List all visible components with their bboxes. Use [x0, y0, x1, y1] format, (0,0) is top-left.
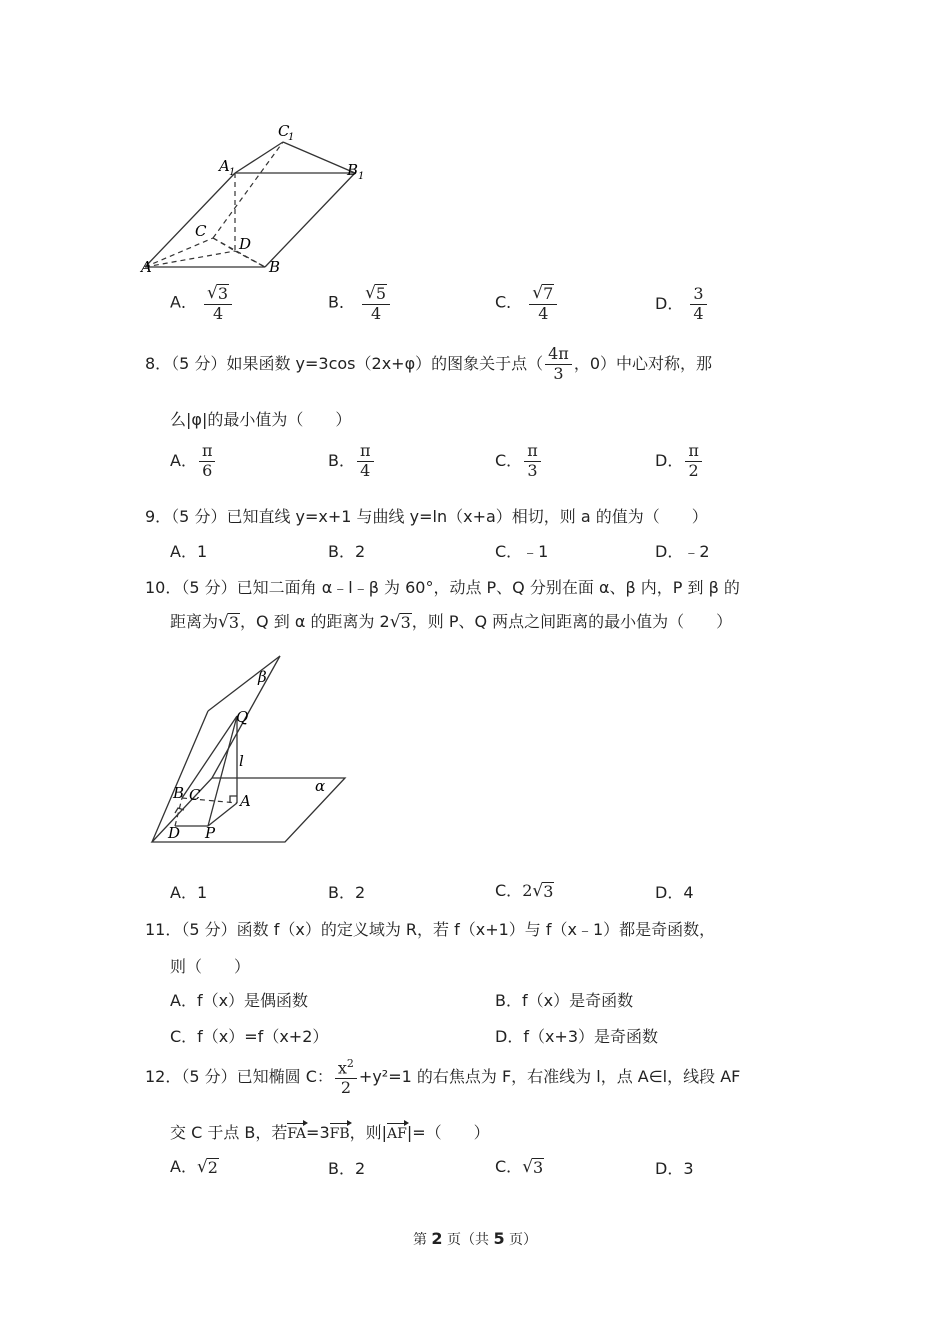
- label-b1: B: [347, 161, 359, 179]
- q9-option-b[interactable]: B．2: [328, 542, 366, 561]
- label-d: D: [168, 824, 181, 842]
- label-c1-sub: 1: [288, 132, 295, 143]
- label-c: C: [189, 786, 201, 804]
- q10-option-b[interactable]: B．2: [328, 883, 366, 902]
- q11-stem-line1: 11．（5 分）函数 f（x）的定义域为 R，若 f（x+1）与 f（x﹣1）都是奇函数，: [145, 920, 716, 939]
- q8-option-b[interactable]: B． $\frac{\pi}{4}$: [328, 443, 376, 480]
- q8-stem-line2: 么|φ|的最小值为（ ）: [170, 410, 352, 429]
- label-a: A: [240, 792, 251, 810]
- q8-option-d[interactable]: D． $\frac{\pi}{2}$: [655, 443, 704, 480]
- label-b: B: [269, 258, 281, 276]
- q8-option-a[interactable]: A． $\frac{\pi}{6}$: [170, 443, 217, 480]
- q10-option-a[interactable]: A．1: [170, 883, 208, 902]
- q10-stem-line1: 10．（5 分）已知二面角 α﹣l﹣β 为 60°，动点 P、Q 分别在面 α、β 内，P 到 β 的: [145, 578, 740, 597]
- q11-option-a[interactable]: A．f（x）是偶函数: [170, 991, 309, 1010]
- q8-option-c[interactable]: C． $\frac{\pi}{3}$: [495, 443, 543, 480]
- q10-option-c[interactable]: C．2 √ 3: [495, 881, 554, 902]
- q12-option-b[interactable]: B．2: [328, 1159, 366, 1178]
- label-beta: β: [258, 668, 267, 686]
- label-a1-sub: 1: [229, 167, 236, 178]
- q12-option-a[interactable]: A． √ 2: [170, 1157, 218, 1178]
- q9-option-d[interactable]: D．﹣2: [655, 542, 710, 561]
- q12-stem-line2: 交 C 于点 B，若FA=3FB，则|AF|=（ ）: [170, 1123, 490, 1142]
- label-l: l: [239, 752, 244, 770]
- label-c1: C: [278, 122, 290, 140]
- q9-stem: 9．（5 分）已知直线 y=x+1 与曲线 y=ln（x+a）相切，则 a 的值为（ ）: [145, 507, 708, 526]
- label-a1: A: [219, 157, 230, 175]
- prism-figure: [135, 120, 375, 280]
- label-b1-sub: 1: [358, 171, 365, 182]
- q9-option-c[interactable]: C．﹣1: [495, 542, 549, 561]
- label-a: A: [141, 258, 152, 276]
- q11-option-c[interactable]: C．f（x）=f（x+2）: [170, 1027, 329, 1046]
- label-q: Q: [236, 708, 249, 726]
- q12-stem-line1: 12．（5 分）已知椭圆 C： $\frac{x^2}{2}$ +y²=1 的右焦点为 F，右准线为 l，点 A∈l，线段 AF: [145, 1057, 741, 1098]
- label-b: B: [173, 784, 185, 802]
- label-alpha: α: [315, 777, 326, 795]
- q10-stem-line2: 距离为 √ 3 ，Q 到 α 的距离为 2 √ 3 ，则 P、Q 两点之间距离的最小值为（ ）: [170, 612, 733, 633]
- q7-option-a[interactable]: A． √ 3 4: [170, 284, 234, 322]
- q12-option-d[interactable]: D．3: [655, 1159, 694, 1178]
- q11-option-b[interactable]: B．f（x）是奇函数: [495, 991, 634, 1010]
- q7-option-c[interactable]: C． √ 7 4: [495, 284, 559, 322]
- q8-stem-line1: 8．（5 分）如果函数 y=3cos（2x+φ）的图象关于点（ $\frac{4\pi}{3}$ ，0）中心对称，那: [145, 344, 713, 383]
- q9-option-a[interactable]: A．1: [170, 542, 208, 561]
- q12-option-c[interactable]: C． √ 3: [495, 1157, 544, 1178]
- q11-option-d[interactable]: D．f（x+3）是奇函数: [495, 1027, 659, 1046]
- dihedral-figure: [140, 648, 360, 848]
- q10-option-d[interactable]: D．4: [655, 883, 694, 902]
- label-d: D: [239, 235, 252, 253]
- label-p: P: [205, 824, 216, 842]
- q7-option-d[interactable]: D． $\frac{3}{4}$: [655, 286, 709, 323]
- page-footer: 第 2 页（共 5 页）: [412, 1229, 538, 1248]
- q7-option-b[interactable]: B． √ 5 4: [328, 284, 392, 322]
- label-c: C: [195, 222, 207, 240]
- q11-stem-line2: 则（ ）: [170, 957, 251, 976]
